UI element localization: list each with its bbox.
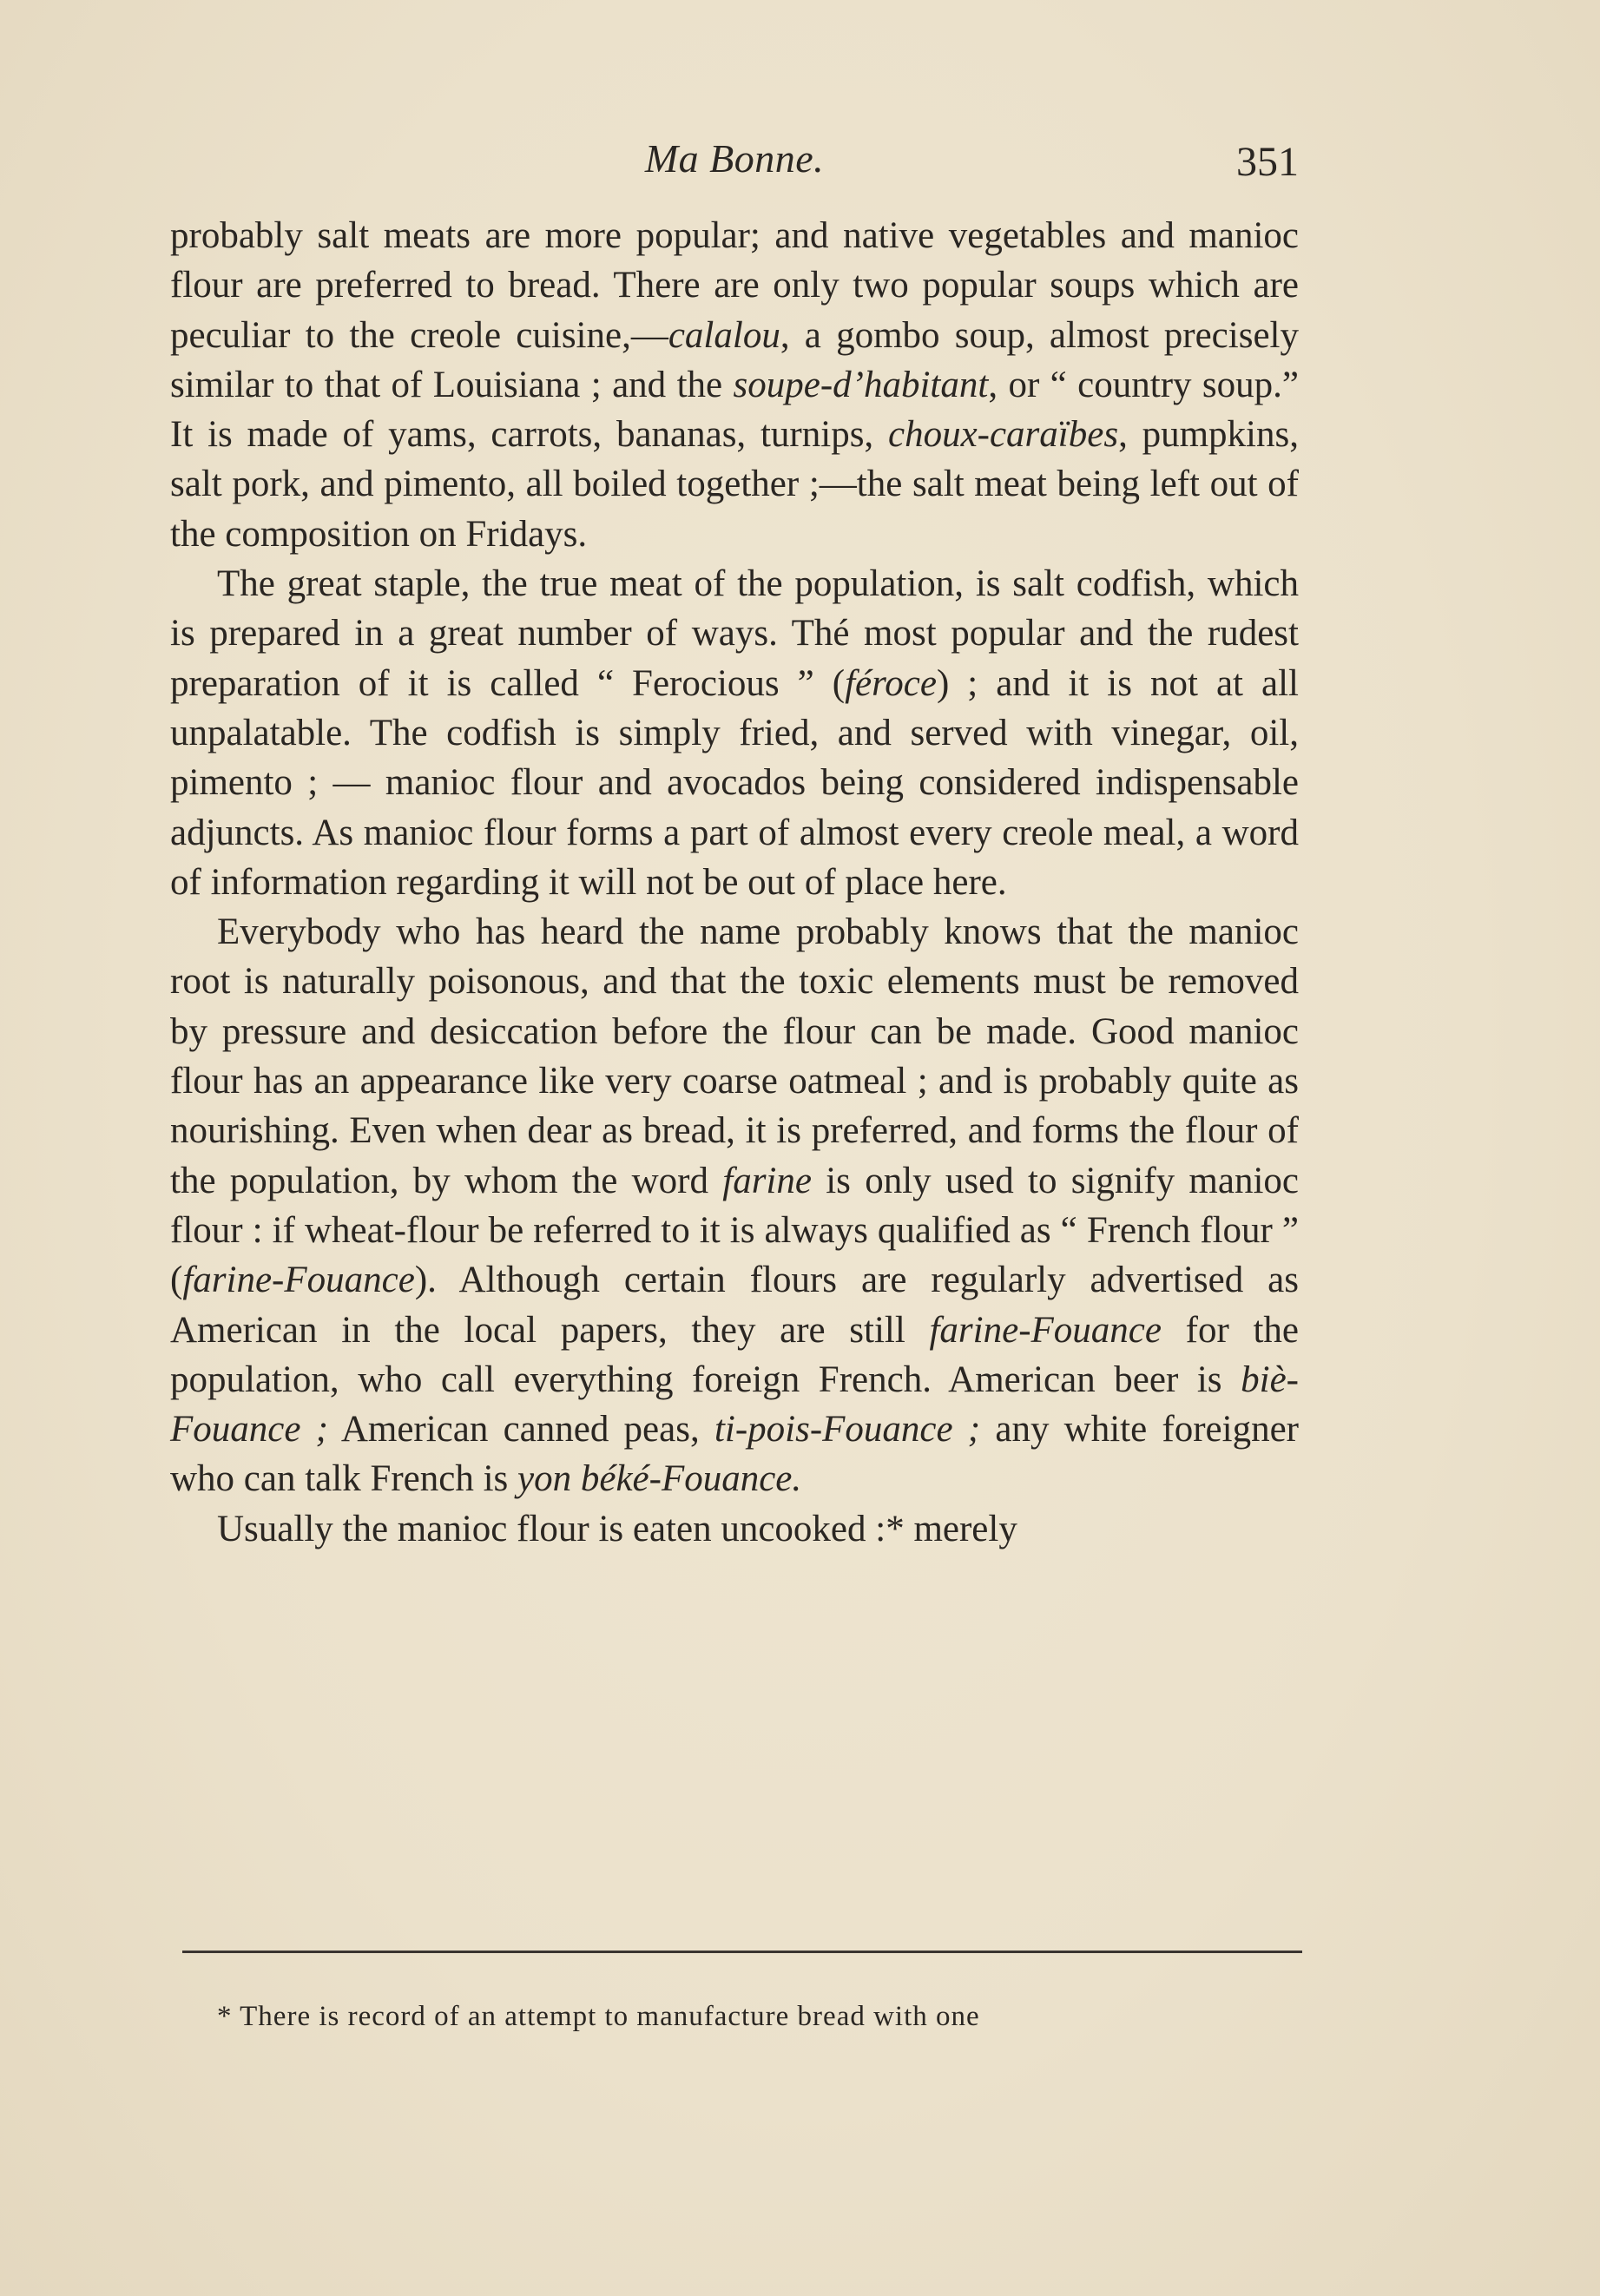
paragraph-3-text-2: is only used to signify manioc flour : if wheat-flour be referred to it is always qualified as “ French flour ” (	[170, 1160, 1299, 1301]
footnote: * There is record of an attempt to manufacture bread with one	[217, 2001, 980, 2032]
paragraph-3	[170, 907, 1299, 1504]
body-text	[170, 211, 1299, 1554]
term-soupe-dhabitant: soupe-d’habitant	[733, 364, 989, 405]
term-choux-caraibes: choux-caraïbes	[887, 414, 1119, 456]
paragraph-3-text-3: ). Although certain flours are regularly advertised as American in the local papers, they are still	[170, 1260, 1299, 1351]
term-farine-fouance-1: farine-Fouance	[182, 1260, 415, 1301]
footnote-rule	[182, 1951, 1302, 1953]
paragraph-4-text-1: Usually the manioc flour is eaten uncooked :* merely	[217, 1508, 1017, 1549]
paragraph-1-text-3: , or “ country soup.” It is made of yams, carrots, bananas, turnips,	[170, 364, 1299, 456]
term-yon-beke-fouance: yon béké-Fouance.	[517, 1458, 802, 1500]
paragraph-2	[170, 559, 1299, 907]
paragraph-2-text-1: The great staple, the true meat of the population, is salt codfish, which is prepared in a great number of ways. Thé most popular and the rudest preparation of it is called “ Ferocious ” (	[170, 563, 1299, 704]
term-calalou: calalou	[668, 314, 780, 356]
term-farine-fouance-2: farine-Fouance	[929, 1309, 1162, 1351]
term-farine: farine	[722, 1160, 812, 1201]
paragraph-3-text-6: any white foreigner who can talk French is	[170, 1409, 1299, 1500]
paragraph-1	[170, 211, 1299, 559]
term-bie-fouance: biè-Fouance ;	[170, 1359, 1299, 1451]
paragraph-1-text-4: , pumpkins, salt pork, and pimento, all boiled together ;—the salt meat being left out of the composition on Fridays.	[170, 414, 1299, 555]
paragraph-1-text-1: probably salt meats are more popular; and native vegetables and manioc flour are preferred to bread. There are only two popular soups which are peculiar to the creole cuisine,—	[170, 215, 1299, 356]
paragraph-3-text-5: American canned peas,	[327, 1409, 714, 1451]
page-number: 351	[1236, 139, 1299, 185]
paragraph-2-text-2: ) ; and it is not at all unpalatable. The codfish is simply fried, and served with vinegar, oil, pimento ; — manioc flour and avocados being considered indispensable adjuncts. As manioc flour forms a part of almost every creole meal, a word of information regarding it will not be out of place here.	[170, 662, 1299, 903]
paragraph-4	[170, 1504, 1299, 1554]
term-feroce: féroce	[845, 662, 937, 704]
paragraph-3-text-1: Everybody who has heard the name probably knows that the manioc root is naturally poisonous, and that the toxic elements must be removed by pressure and desiccation before the flour can be made. Good manioc flour has an appearance like very coarse oatmeal ; and is probably quite as nourishing. Even when dear as bread, it is preferred, and forms the flour of the population, by whom the word	[170, 911, 1299, 1201]
paragraph-1-text-2: , a gombo soup, almost precisely similar to that of Louisiana ; and the	[170, 314, 1299, 405]
term-ti-pois-fouance: ti-pois-Fouance ;	[714, 1409, 981, 1451]
running-head	[170, 128, 1299, 189]
running-title: Ma Bonne.	[644, 136, 825, 181]
paragraph-3-text-4: for the population, who call everything foreign French. American beer is	[170, 1309, 1299, 1400]
